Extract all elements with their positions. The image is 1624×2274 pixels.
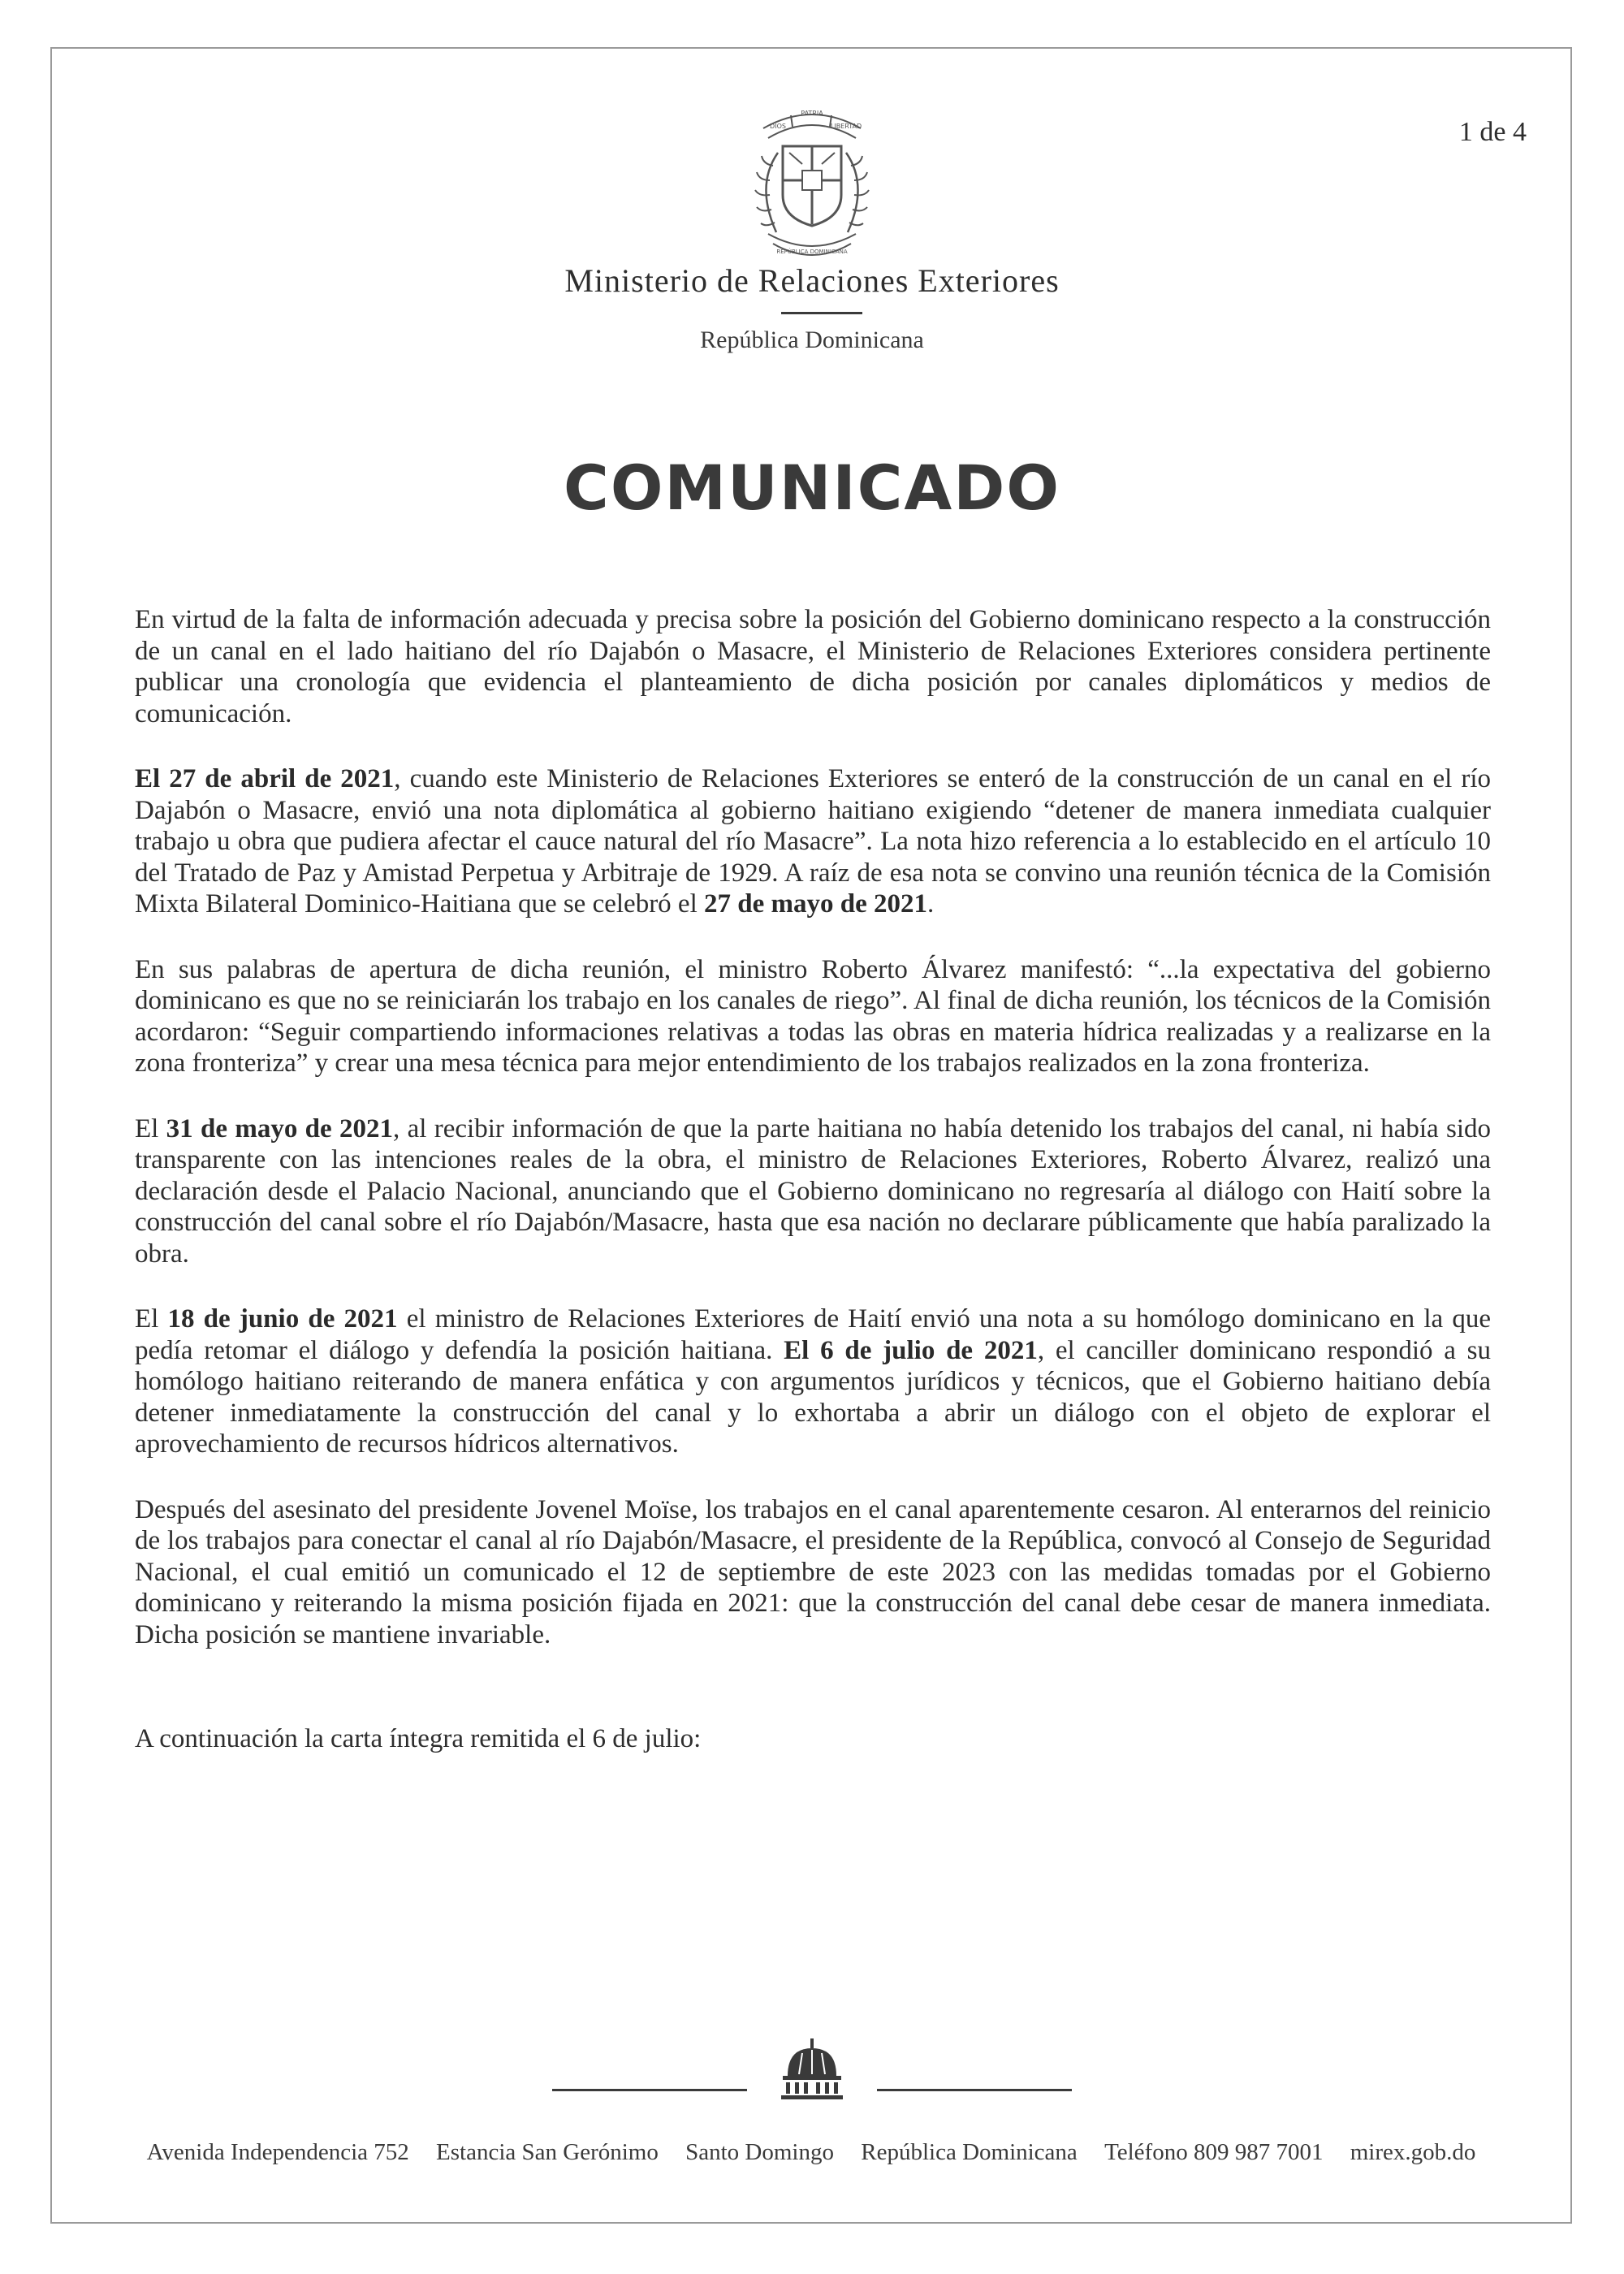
seal-country: REPÚBLICA DOMINICANA [776,249,848,255]
body-paragraph [135,1303,1491,1460]
page-indicator: 1 de 4 [1458,117,1527,147]
country-name: República Dominicana [700,326,924,353]
paragraph-text: En virtud de la falta de información adecuada y precisa sobre la posición del Gobierno dominicano respecto a la construcción de un canal en el lado haitiano del río Dajabón o Masacre, el Ministerio de Relaciones Exteriores considera pertinente publicar una cronología que evidencia el planteamiento de dicha posición por canales diplomáticos y medios de comunicación. [135,605,1491,728]
highlighted-date: 27 de mayo de 2021 [704,889,927,919]
paragraph-text: El [135,1113,166,1143]
footer-divider-left [552,2089,747,2091]
header-divider [781,312,862,314]
highlighted-date: El 27 de abril de 2021 [135,764,395,793]
footer-divider-right [877,2089,1072,2091]
seal-word-patria: PATRIA [801,110,823,117]
body-paragraph [135,763,1491,920]
ministry-name: Ministerio de Relaciones Exteriores [564,262,1060,299]
seal-word-dios: DIOS [770,123,786,130]
paragraph-text: Después del asesinato del presidente Jovenel Moïse, los trabajos en el canal aparentemente cesaron. Al enterarnos del reinicio de los trabajos para conectar el canal al río Dajabón/Masacre, el presidente de la República, convocó al Consejo de Seguridad Nacional, el cual emitió un comunicado el 12 de septiembre de este 2023 con las medidas tomadas por el Gobierno dominicano y reiterando la misma posición fijada en 2021: que la construcción del canal debe cesar de manera inmediata. Dicha posición se mantiene invariable. [135,1494,1491,1649]
paragraph-text: En sus palabras de apertura de dicha reunión, el ministro Roberto Álvarez manifestó: “...la expectativa del gobierno dominicano es que no se reiniciarán los trabajo en los canales de riego”. Al final de dicha reunión, los técnicos de la Comisión acordaron: “Seguir compartiendo informaciones relativas a todas las obras en materia hídrica realizadas y a realizarse en la zona fronteriza” y crear una mesa técnica para mejor entendimiento de los trabajos realizados en la zona fronteriza. [135,954,1491,1078]
document-body [135,604,1491,1789]
footer-country: República Dominicana [861,2139,1078,2165]
national-palace-dome-icon [775,2037,849,2102]
body-paragraph [135,1494,1491,1651]
closing-line: A continuación la carta íntegra remitida el 6 de julio: [135,1724,702,1753]
footer-phone: Teléfono 809 987 7001 [1104,2139,1324,2165]
body-paragraph [135,1113,1491,1270]
footer-website[interactable]: mirex.gob.do [1350,2139,1476,2165]
footer-city: Santo Domingo [685,2139,834,2165]
paragraph-text: , al recibir información de que la parte haitiana no había detenido los trabajos del canal, ni había sido transparente con las intenciones reales de la obra, el ministro de Relaciones Exteriores, Roberto Álvarez, realizó una declaración desde el Palacio Nacional, anunciando que el Gobierno dominicano no regresaría al diálogo con Haití sobre la construcción del canal sobre el río Dajabón/Masacre, hasta que esa nación no declarare públicamente que había paralizado la obra. [135,1113,1492,1269]
footer-address: Avenida Independencia 752 [146,2139,409,2165]
coat-of-arms-icon [741,96,883,265]
paragraph-text: , cuando este Ministerio de Relaciones Exteriores se enteró de la construcción de un canal en el río Dajabón o Masacre, envió una nota diplomática al gobierno haitiano exigiendo “detener de manera inmediata cualquier trabajo u obra que pudiera afectar el cauce natural del río Masacre”. La nota hizo referencia a lo establecido en el artículo 10 del Tratado de Paz y Amistad Perpetua y Arbitraje de 1929. A raíz de esa nota se convino una reunión técnica de la Comisión Mixta Bilateral Dominico-Haitiana que se celebró el [135,764,1491,919]
footer-sector: Estancia San Gerónimo [436,2139,659,2165]
highlighted-date: El 6 de julio de 2021 [784,1335,1038,1365]
paragraph-text: El [135,1304,168,1334]
footer-contact [50,2139,1572,2166]
paragraph-text: el ministro de Relaciones Exteriores de Haití envió una nota a su homólogo dominicano en la que pedía retomar el diálogo y defendía la posición haitiana. [135,1304,1491,1365]
body-paragraph [135,954,1491,1079]
body-paragraph [135,604,1491,729]
highlighted-date: 31 de mayo de 2021 [166,1113,394,1143]
document-title: COMUNICADO [564,452,1060,524]
seal-word-libertad: LIBERTAD [830,123,862,130]
highlighted-date: 18 de junio de 2021 [167,1304,398,1334]
paragraph-text: . [927,889,935,919]
paragraph-text: , el canciller dominicano respondió a su homólogo haitiano reiterando de manera enfática y con argumentos jurídicos y técnicos, que el Gobierno haitiano debía detener inmediatamente la construcción del canal y lo exhortaba a abrir un diálogo con el objeto de explorar el aprovechamiento de recursos hídricos alternativos. [135,1335,1491,1459]
